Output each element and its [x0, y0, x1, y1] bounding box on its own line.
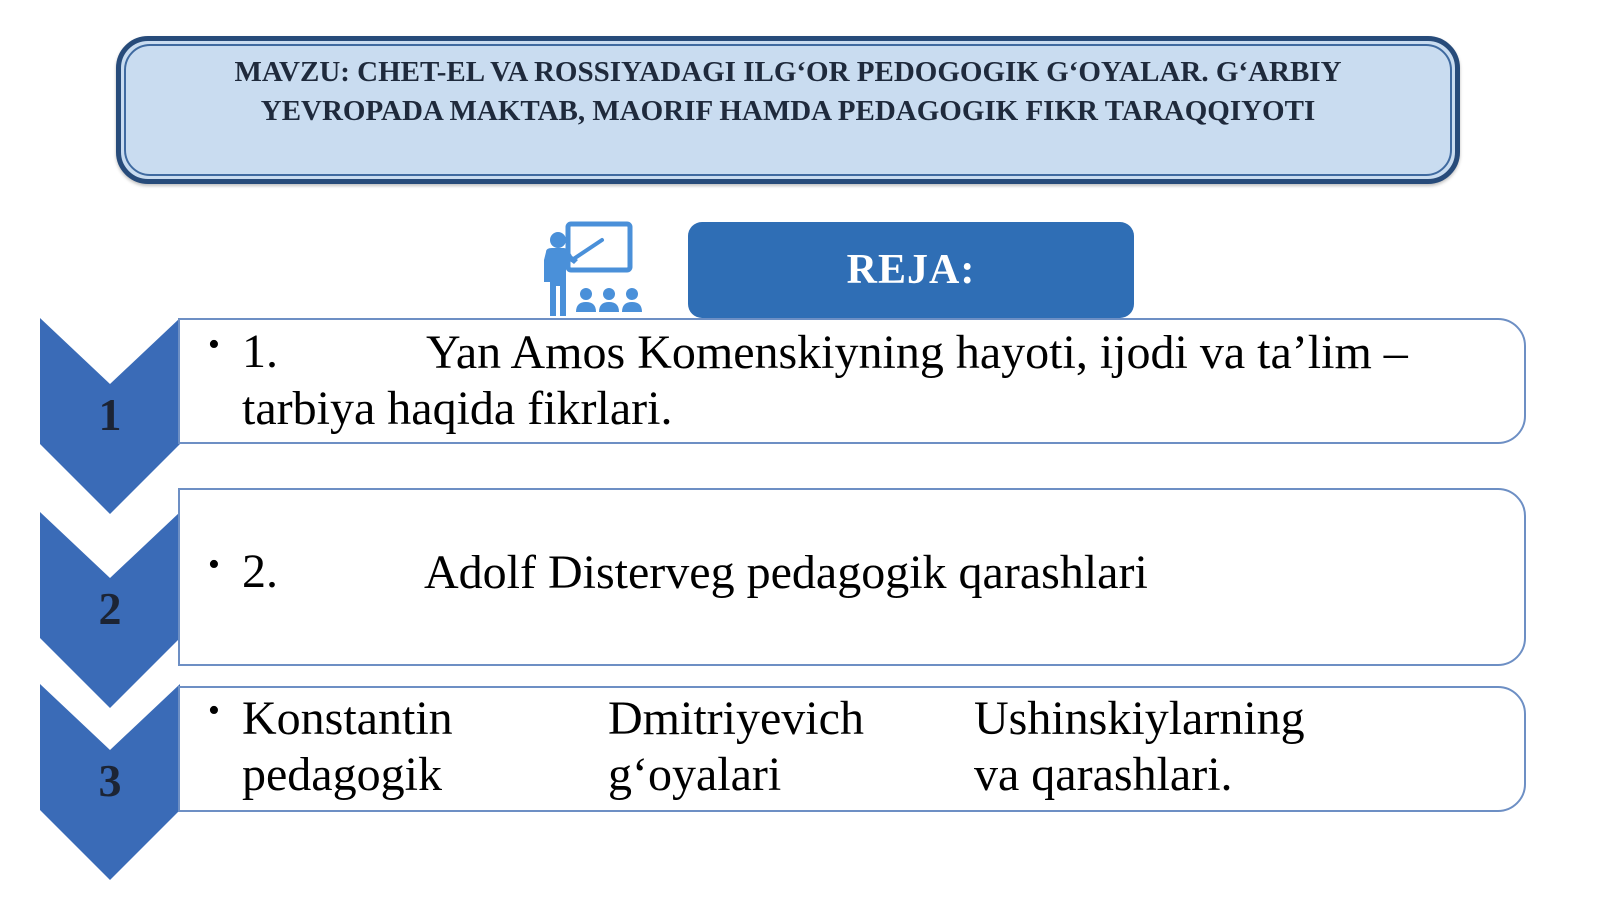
slide-title — [121, 53, 1455, 131]
title-banner — [116, 36, 1460, 184]
plan-item-2 — [178, 488, 1526, 666]
teacher-presentation-icon — [538, 220, 650, 320]
plan-item-1-line-2: tarbiya haqida fikrlari. — [242, 382, 673, 435]
chevron-number-1: 1 — [98, 389, 122, 440]
plan-item-3-col-2-line-2: g‘oyalari — [608, 748, 782, 801]
plan-item-3-col-2-line-1: Dmitriyevich — [608, 692, 864, 745]
chevron-number-3: 3 — [98, 755, 122, 806]
plan-item-1 — [178, 318, 1526, 444]
reja-header — [688, 222, 1134, 318]
plan-item-3-col-1-line-2: pedagogik — [242, 748, 442, 801]
chevron-number-2: 2 — [98, 583, 122, 634]
plan-item-1-line-1: Yan Amos Komenskiyning hayoti, ijodi va ta’lim – — [426, 326, 1408, 379]
plan-item-3-col-3-line-2: va qarashlari. — [974, 748, 1233, 801]
bullet-1: • — [208, 326, 220, 363]
plan-item-3-col-1-line-1: Konstantin — [242, 692, 453, 745]
plan-item-2-line-1: Adolf Disterveg pedagogik qarashlari — [424, 546, 1148, 599]
plan-item-2-index: 2. — [242, 545, 278, 598]
plan-item-3 — [178, 686, 1526, 812]
bullet-3: • — [208, 692, 220, 729]
slide-title-line-1: MAVZU: CHET-EL VA ROSSIYADAGI ILG‘OR PEDOGOGIK G‘OYALAR. G‘ARBIY — [234, 56, 1342, 88]
plan-item-1-index: 1. — [242, 325, 278, 378]
bullet-2: • — [208, 546, 220, 583]
slide-title-line-2: YEVROPADA MAKTAB, MAORIF HAMDA PEDAGOGIK FIKR TARAQQIYOTI — [260, 95, 1316, 127]
reja-label: REJA: — [846, 247, 976, 293]
plan-item-3-col-3-line-1: Ushinskiylarning — [974, 692, 1305, 745]
